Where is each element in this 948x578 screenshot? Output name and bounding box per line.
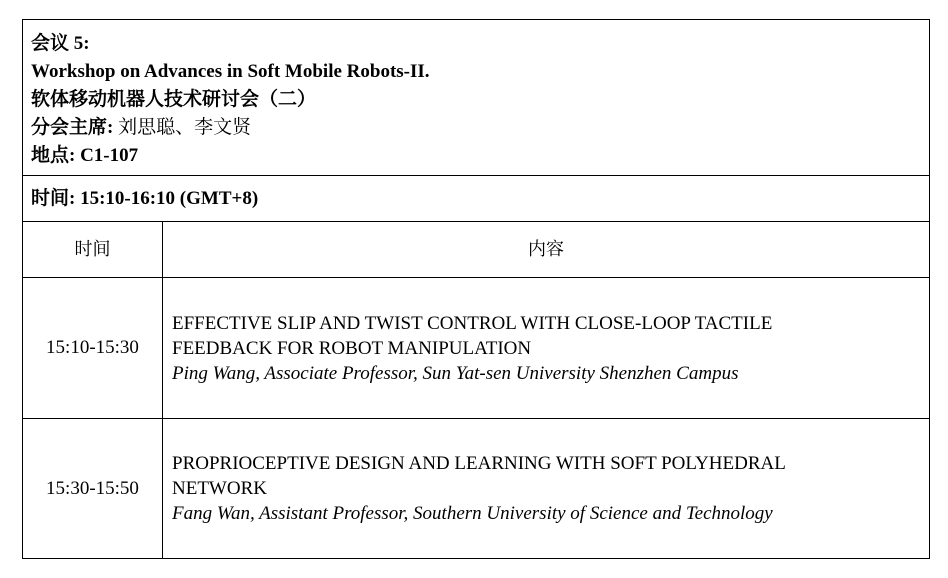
chairs-label: 分会主席: <box>31 117 119 138</box>
table-row <box>23 278 929 419</box>
row-time: 15:10-15:30 <box>46 337 139 358</box>
session-location-line <box>31 142 921 170</box>
session-number: 会议 5: <box>31 33 90 54</box>
session-title-en: Workshop on Advances in Soft Mobile Robots-II. <box>31 61 430 82</box>
chairs-names: 刘思聪、李文贤 <box>118 117 252 138</box>
header-time: 时间 <box>74 239 111 260</box>
schedule-table <box>23 222 929 558</box>
talk-speaker: Fang Wan, Assistant Professor, Southern University of Science and Technology <box>172 503 773 524</box>
row-content <box>172 419 922 558</box>
session-header <box>23 20 929 176</box>
talk-title-line: NETWORK <box>172 478 267 499</box>
talk-title-line: FEEDBACK FOR ROBOT MANIPULATION <box>172 337 532 359</box>
location-label: 地点: <box>31 145 81 166</box>
table-header <box>23 222 929 278</box>
talk-title-line: PROPRIOCEPTIVE DESIGN AND LEARNING WITH SOFT POLYHEDRAL <box>172 453 786 474</box>
header-content: 内容 <box>528 239 564 260</box>
session-schedule-table <box>22 19 930 559</box>
talk-title-line: EFFECTIVE SLIP AND TWIST CONTROL WITH CLOSE-LOOP TACTILE <box>172 312 773 334</box>
session-time: 时间: 15:10-16:10 (GMT+8) <box>23 176 929 222</box>
location-value: C1-107 <box>80 145 139 166</box>
table-row <box>23 419 929 558</box>
session-title-cn: 软体移动机器人技术研讨会（二） <box>31 89 317 110</box>
talk-speaker: Ping Wang, Associate Professor, Sun Yat-sen University Shenzhen Campus <box>172 362 739 384</box>
row-time: 15:30-15:50 <box>46 477 139 499</box>
session-chairs-line <box>31 114 921 142</box>
row-content <box>172 278 922 418</box>
